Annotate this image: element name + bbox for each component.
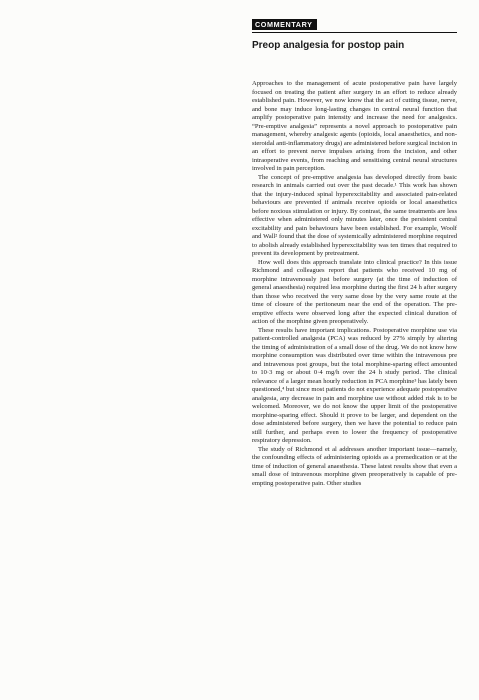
section-tag: COMMENTARY [252,19,317,30]
paragraph: The study of Richmond et al addresses another important issue—namely, the confounding effects of administering opioids as a premedication or at the time of induction of general anaesthesia. These latest results show that even a small dose of intravenous morphine given preoperatively is capable of pre-empting postoperative pain. Other studies [252,445,457,487]
paragraph: These results have important implications. Postoperative morphine use via patient-controlled analgesia (PCA) was reduced by 27% simply by altering the timing of administration of a small dose of the drug. We do not know how morphine consumption was distributed over time within the intravenous pre and intravenous post groups, but the total morphine-sparing effect amounted to 10·3 mg or about 0·4 mg/h over the 24 h study period. The clinical relevance of a larger mean hourly reduction in PCA morphine³ has lately been questioned,⁴ but since most patients do not experience adequate postoperative analgesia, any decrease in pain and morphine use without added risk is to be welcomed. Moreover, we do not know the upper limit of the postoperative morphine-sparing effect. Should it prove to be larger, and dependent on the dose administered before surgery, then we have the potential to reduce pain still further, and perhaps even to lower the frequency of postoperative respiratory depression. [252,326,457,444]
paragraph: The concept of pre-emptive analgesia has developed directly from basic research in animals carried out over the past decade.¹ This work has shown that the injury-induced spinal hyperexcitability and associated pain-related behaviours are prevented if animals receive opioids or local anaesthetics before noxious stimulation or injury. By contrast, the same treatments are less effective when administered only minutes later, once the persistent central excitability and pain behaviours have been established. For example, Woolf and Wall² found that the dose of systemically administered morphine required to abolish already established hyperexcitability was ten times that required to prevent its development by pretreatment. [252,173,457,257]
paragraph: How well does this approach translate into clinical practice? In this issue Richmond and colleagues report that patients who received 10 mg of morphine intravenously just before surgery (at the time of induction of general anaesthesia) required less morphine during the first 24 h after surgery than those who received the very same dose by the very same route at the time of closure of the peritoneum near the end of the operation. The pre-emptive effects were observed long after the expected clinical duration of action of the morphine given preoperatively. [252,258,457,325]
article-title: Preop analgesia for postop pain [252,40,405,51]
commentary-column [252,14,457,488]
section-rule [252,32,457,33]
article-body [252,80,457,488]
paragraph: Approaches to the management of acute postoperative pain have largely focused on treating the patient after surgery in an effort to reduce already established pain. However, we now know that the act of cutting tissue, nerve, and bone may induce long-lasting changes in central neural function that amplify postoperative pain intensity and increase the need for analgesics. “Pre-emptive analgesia” represents a novel approach to postoperative pain management, whereby analgesic agents (opioids, local anaesthetics, and non-steroidal anti-inflammatory drugs) are administered before surgical incision in an effort to prevent nerve impulses arising from the incision, and other intraoperative events, from reaching and sensitising central neural structures involved in pain perception. [252,80,457,172]
